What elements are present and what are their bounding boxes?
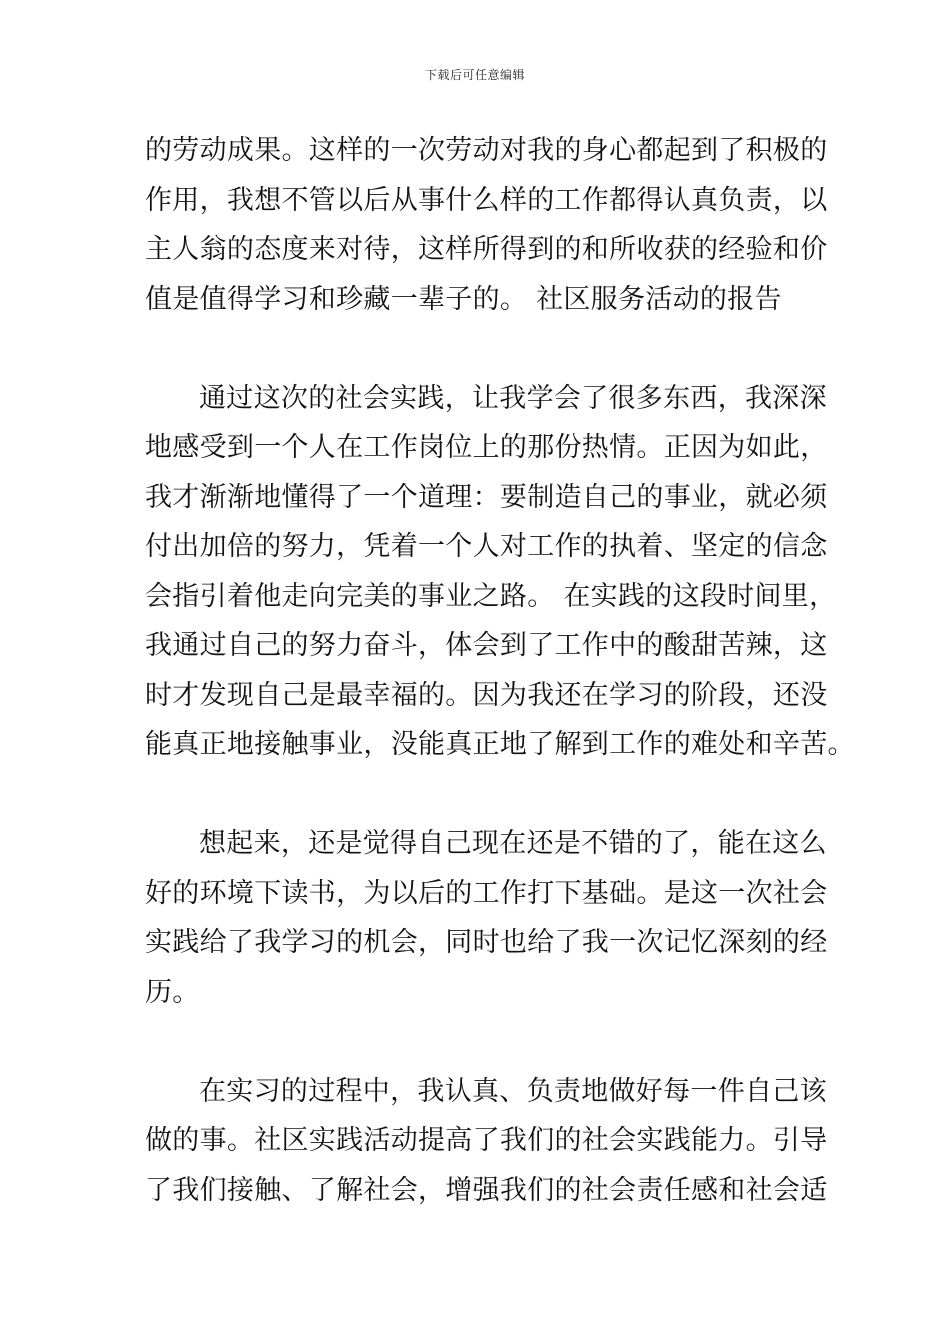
text-line: 想起来，还是觉得自己现在还是不错的了，能在这么 xyxy=(199,828,827,859)
text-line: 我才渐渐地懂得了一个道理：要制造自己的事业，就必须 xyxy=(145,481,828,513)
page-header: 下载后可任意编辑 xyxy=(424,68,525,82)
text-line: 的劳动成果。这样的一次劳动对我的身心都起到了积极的 xyxy=(145,135,828,166)
text-line: 时才发现自己是最幸福的。因为我还在学习的阶段，还没 xyxy=(145,679,828,711)
text-line: 我通过自己的努力奋斗，体会到了工作中的酸甜苦辣，这 xyxy=(145,630,828,661)
document-body xyxy=(145,126,855,1215)
paragraph-2 xyxy=(145,374,855,770)
text-line: 在实习的过程中，我认真、负责地做好每一件自己该 xyxy=(199,1075,827,1107)
text-line: 了我们接触、了解社会，增强我们的社会责任感和社会适 xyxy=(145,1174,828,1206)
paragraph-gap xyxy=(145,1017,810,1067)
paragraph-gap xyxy=(145,770,810,820)
text-line: 实践给了我学习的机会，同时也给了我一次记忆深刻的经 xyxy=(145,927,828,958)
text-line: 值是值得学习和珍藏一辈子的。 社区服务活动的报告 xyxy=(145,283,782,315)
text-line: 主人翁的态度来对待，这样所得到的和所收获的经验和价 xyxy=(145,234,828,265)
text-line: 做的事。社区实践活动提高了我们的社会实践能力。引导 xyxy=(145,1125,828,1156)
paragraph-3 xyxy=(145,819,828,1017)
text-line: 地感受到一个人在工作岗位上的那份热情。正因为如此， xyxy=(145,432,828,463)
text-line: 能真正地接触事业，没能真正地了解到工作的难处和辛苦。 xyxy=(145,729,855,760)
text-line: 通过这次的社会实践，让我学会了很多东西，我深深 xyxy=(199,382,827,414)
text-line: 历。 xyxy=(145,976,200,1008)
text-line: 会指引着他走向完美的事业之路。 在实践的这段时间里， xyxy=(145,580,837,612)
paragraph-4 xyxy=(145,1067,828,1216)
paragraph-1 xyxy=(145,126,828,324)
text-line: 作用，我想不管以后从事什么样的工作都得认真负责，以 xyxy=(145,184,828,216)
paragraph-gap xyxy=(145,324,810,374)
text-line: 付出加倍的努力，凭着一个人对工作的执着、坚定的信念 xyxy=(145,531,828,562)
text-line: 好的环境下读书，为以后的工作打下基础。是这一次社会 xyxy=(145,877,828,909)
